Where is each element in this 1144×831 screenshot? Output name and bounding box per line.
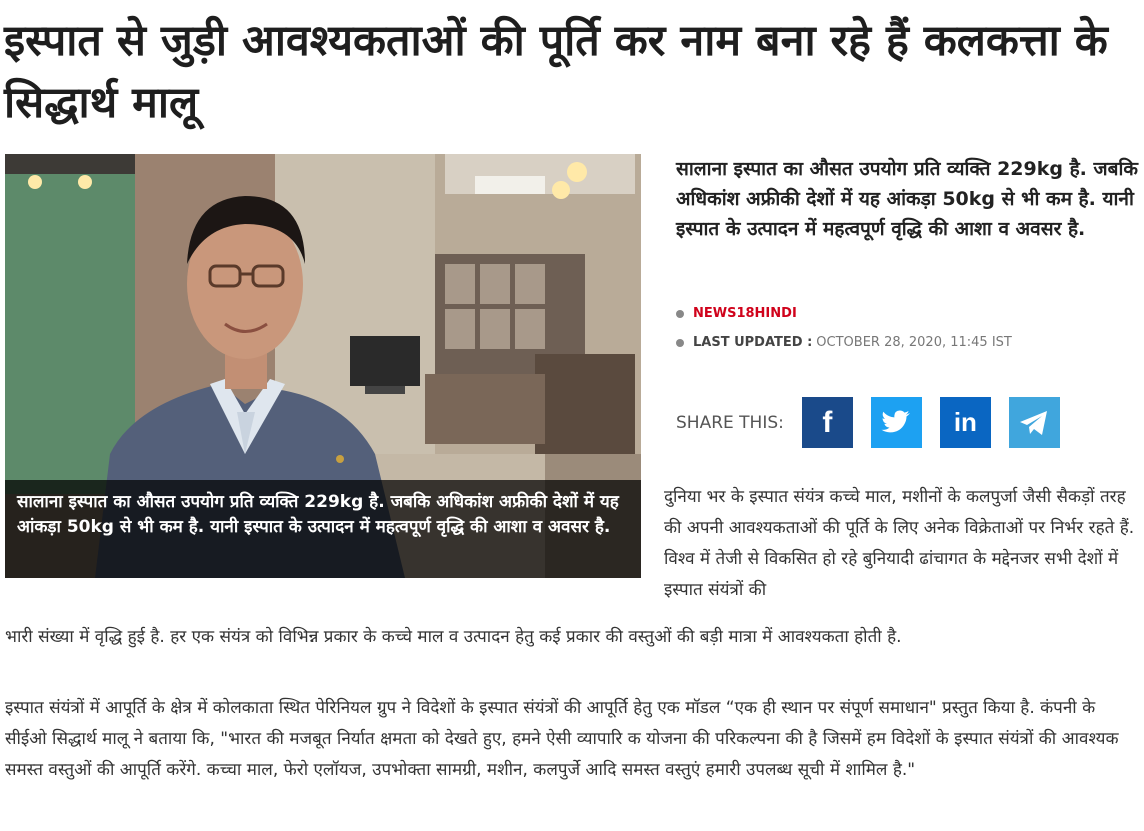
twitter-icon	[881, 410, 911, 436]
twitter-share-button[interactable]	[871, 397, 922, 448]
article-paragraph-1-column: दुनिया भर के इस्पात संयंत्र कच्चे माल, मशीनों के कलपुर्जा जैसी सैकड़ों तरह की अपनी आवश्यकताओं की पूर्ति के लिए अनेक विक्रेताओं पर निर्भर रहते हैं. विश्व में तेजी से विकसित हो रहे बुनियादी ढांचागत के मद्देनजर सभी देशों में इस्पात संयंत्रों की	[664, 487, 1135, 600]
telegram-share-button[interactable]	[1009, 397, 1060, 448]
linkedin-share-button[interactable]	[940, 397, 991, 448]
source-row	[676, 306, 797, 321]
last-updated-value: OCTOBER 28, 2020, 11:45 IST	[816, 335, 1012, 350]
article-photo	[5, 154, 641, 578]
share-bar	[676, 397, 1078, 448]
facebook-icon: f	[822, 405, 833, 439]
telegram-icon	[1018, 409, 1050, 437]
last-updated-row	[676, 335, 1012, 350]
article-paragraph-2: इस्पात संयंत्रों में आपूर्ति के क्षेत्र में कोलकाता स्थित पेरिनियल ग्रुप ने विदेशों के इस्पात संयंत्रों की आपूर्ति हेतु एक मॉडल “एक ही स्थान पर संपूर्ण समाधान" प्रस्तुत किया है. कंपनी के सीईओ सिद्धार्थ मालू ने बताया कि, "भारत की मजबूत निर्यात क्षमता को देखते हुए, हमने ऐसी व्यापारि क योजना की परिकल्पना की है जिसमें हम विदेशों के इस्पात संयंत्रों की आवश्यक समस्त वस्तुओं की आपूर्ति करेंगे. कच्चा माल, फेरो एलॉयज, उपभोक्ता सामग्री, मशीन, कलपुर्जे आदि समस्त वस्तुएं हमारी उपलब्ध सूची में शामिल है."	[5, 698, 1119, 780]
article-headline: इस्पात से जुड़ी आवश्यकताओं की पूर्ति कर नाम बना रहे हैं कलकत्ता के सिद्धार्थ मालू	[4, 16, 1108, 128]
bullet-icon	[676, 339, 684, 347]
share-label: SHARE THIS:	[676, 412, 784, 433]
article-paragraph-1-continued: भारी संख्या में वृद्धि हुई है. हर एक संयंत्र को विभिन्न प्रकार के कच्चे माल व उत्पादन हेतु कई प्रकार की वस्तुओं की बड़ी मात्रा में आवश्यकता होती है.	[5, 627, 902, 647]
facebook-share-button[interactable]	[802, 397, 853, 448]
bullet-icon	[676, 310, 684, 318]
article-summary: सालाना इस्पात का औसत उपयोग प्रति व्यक्ति 229kg है. जबकि अधिकांश अफ्रीकी देशों में यह आंकड़ा 50kg से भी कम है. यानी इस्पात के उत्पादन में महत्वपूर्ण वृद्धि की आशा व अवसर है.	[676, 158, 1138, 240]
photo-caption-text: सालाना इस्पात का औसत उपयोग प्रति व्यक्ति 229kg है. जबकि अधिकांश अफ्रीकी देशों में यह आंकड़ा 50kg से भी कम है. यानी इस्पात के उत्पादन में महत्वपूर्ण वृद्धि की आशा व अवसर है.	[17, 492, 619, 537]
source-link[interactable]: NEWS18HINDI	[693, 306, 797, 321]
linkedin-icon: in	[953, 407, 977, 437]
photo-caption	[5, 480, 641, 578]
last-updated-label: LAST UPDATED :	[693, 335, 813, 350]
